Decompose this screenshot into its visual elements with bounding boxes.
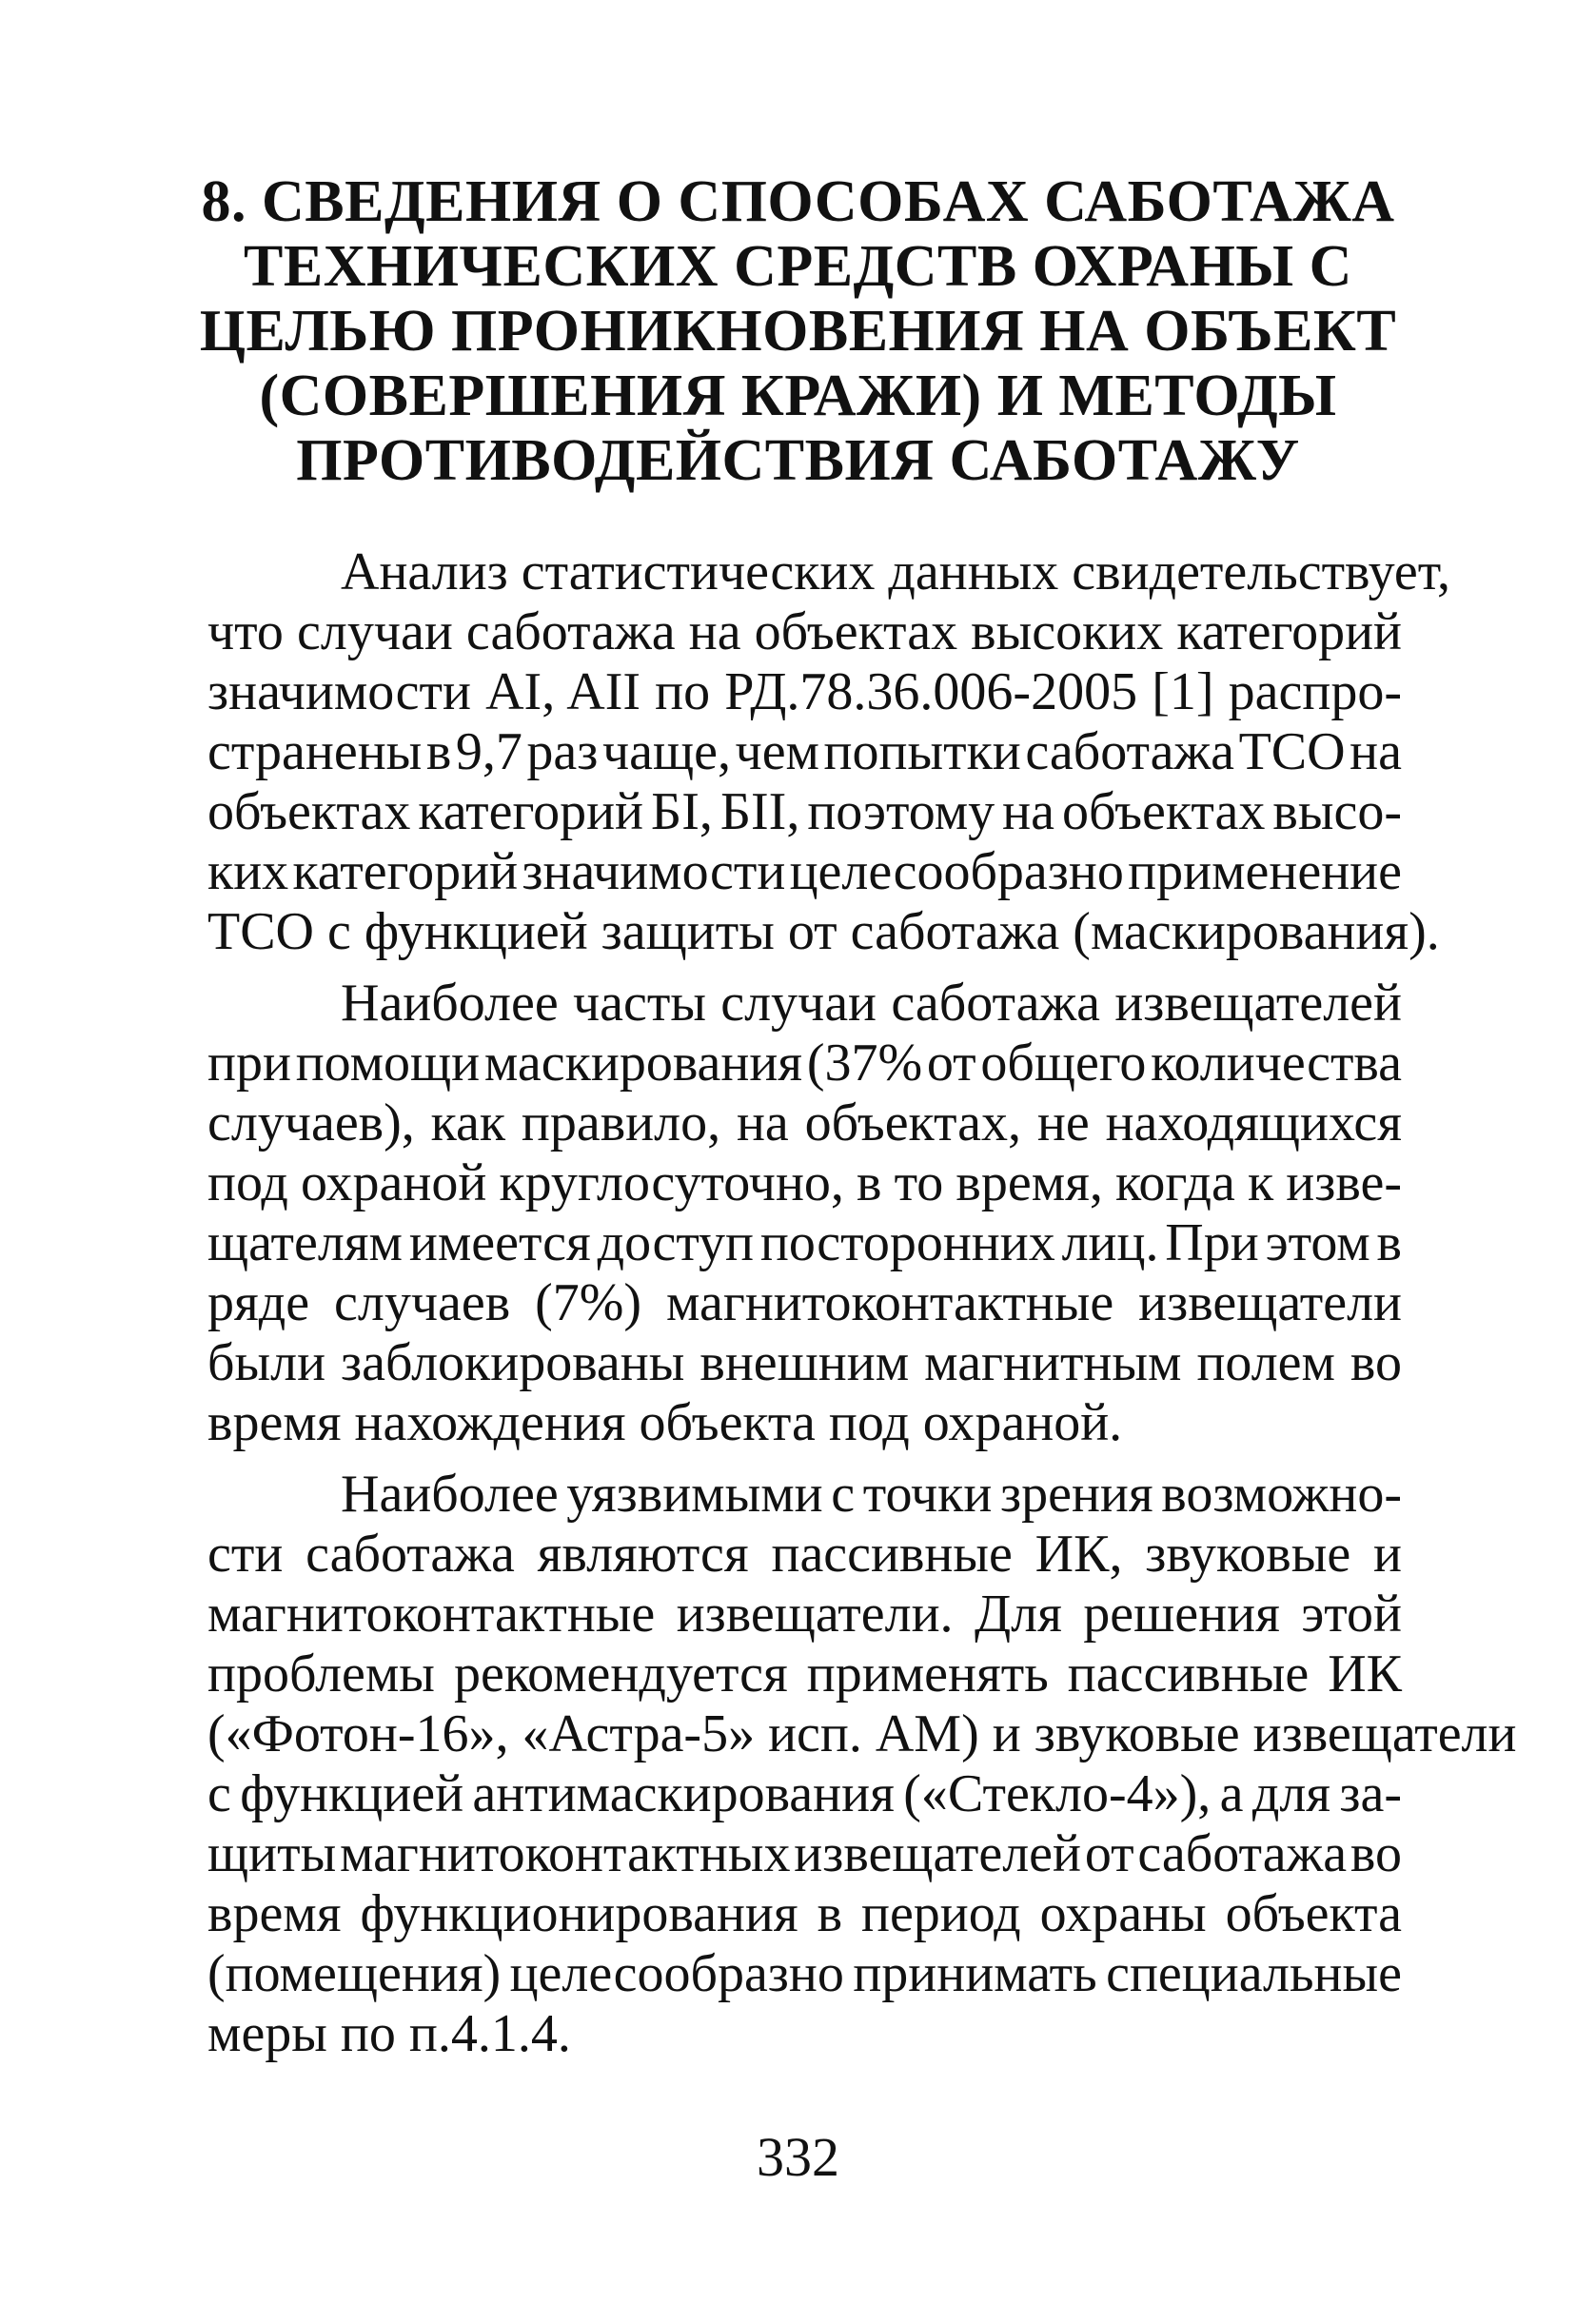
text-line: ких категорий значимости целесообразно применение: [207, 842, 1402, 901]
text-line: проблемы рекомендуется применять пассивные ИК: [207, 1644, 1402, 1703]
text-line: время нахождения объекта под охраной.: [207, 1393, 1123, 1452]
heading-line: (СОВЕРШЕНИЯ КРАЖИ) И МЕТОДЫ: [259, 364, 1337, 428]
text-line: под охраной круглосуточно, в то время, когда к изве-: [207, 1153, 1402, 1212]
text-line: («Фотон-16», «Астра-5» исп. AM) и звуковые извещатели: [207, 1704, 1517, 1763]
text-line: Наиболее уязвимыми с точки зрения возможно-: [341, 1465, 1402, 1524]
text-line: с функцией антимаскирования («Стекло-4»), а для за-: [207, 1764, 1402, 1823]
text-line: при помощи маскирования (37% от общего количества: [207, 1034, 1402, 1093]
text-line: Наиболее часты случаи саботажа извещателей: [341, 974, 1402, 1033]
paragraph-vulnerable-detectors: [207, 1465, 1517, 2064]
text-line: случаев), как правило, на объектах, не находящихся: [207, 1093, 1402, 1152]
text-line: Анализ статистических данных свидетельствует,: [341, 542, 1450, 601]
heading-line: 8. СВЕДЕНИЯ О СПОСОБАХ САБОТАЖА: [201, 169, 1395, 234]
heading-line: ПРОТИВОДЕЙСТВИЯ САБОТАЖУ: [296, 428, 1300, 493]
text-line: объектах категорий БI, БII, поэтому на объектах высо-: [207, 782, 1402, 841]
text-line: (помещения) целесообразно принимать специальные: [207, 1944, 1402, 2003]
text-line: были заблокированы внешним магнитным полем во: [207, 1333, 1402, 1392]
paragraph-masking-cases: [207, 974, 1402, 1453]
text-line: меры по п.4.1.4.: [207, 2004, 571, 2063]
text-line: магнитоконтактные извещатели. Для решения этой: [207, 1585, 1402, 1644]
text-line: сти саботажа являются пассивные ИК, звуковые и: [207, 1525, 1402, 1584]
text-line: щателям имеется доступ посторонних лиц. При этом в: [207, 1213, 1402, 1272]
heading-line: ТЕХНИЧЕСКИХ СРЕДСТВ ОХРАНЫ С: [244, 234, 1352, 299]
text-line: странены в 9,7 раз чаще, чем попытки саботажа ТСО на: [207, 722, 1402, 781]
text-line: значимости AI, AII по РД.78.36.006-2005 [1] распро-: [207, 662, 1402, 721]
heading-line: ЦЕЛЬЮ ПРОНИКНОВЕНИЯ НА ОБЪЕКТ: [199, 299, 1397, 364]
text-line: время функционирования в период охраны объекта: [207, 1884, 1402, 1943]
text-line: ряде случаев (7%) магнитоконтактные извещатели: [207, 1273, 1402, 1332]
text-line: что случаи саботажа на объектах высоких категорий: [207, 602, 1402, 661]
text-line: ТСО с функцией защиты от саботажа (маскирования).: [207, 902, 1440, 961]
page-number: 332: [757, 2126, 839, 2188]
paragraph-statistics: [207, 542, 1450, 962]
section-heading: [190, 169, 1406, 493]
body-text: [207, 542, 1517, 2064]
text-line: щиты магнитоконтактных извещателей от саботажа во: [207, 1824, 1402, 1883]
